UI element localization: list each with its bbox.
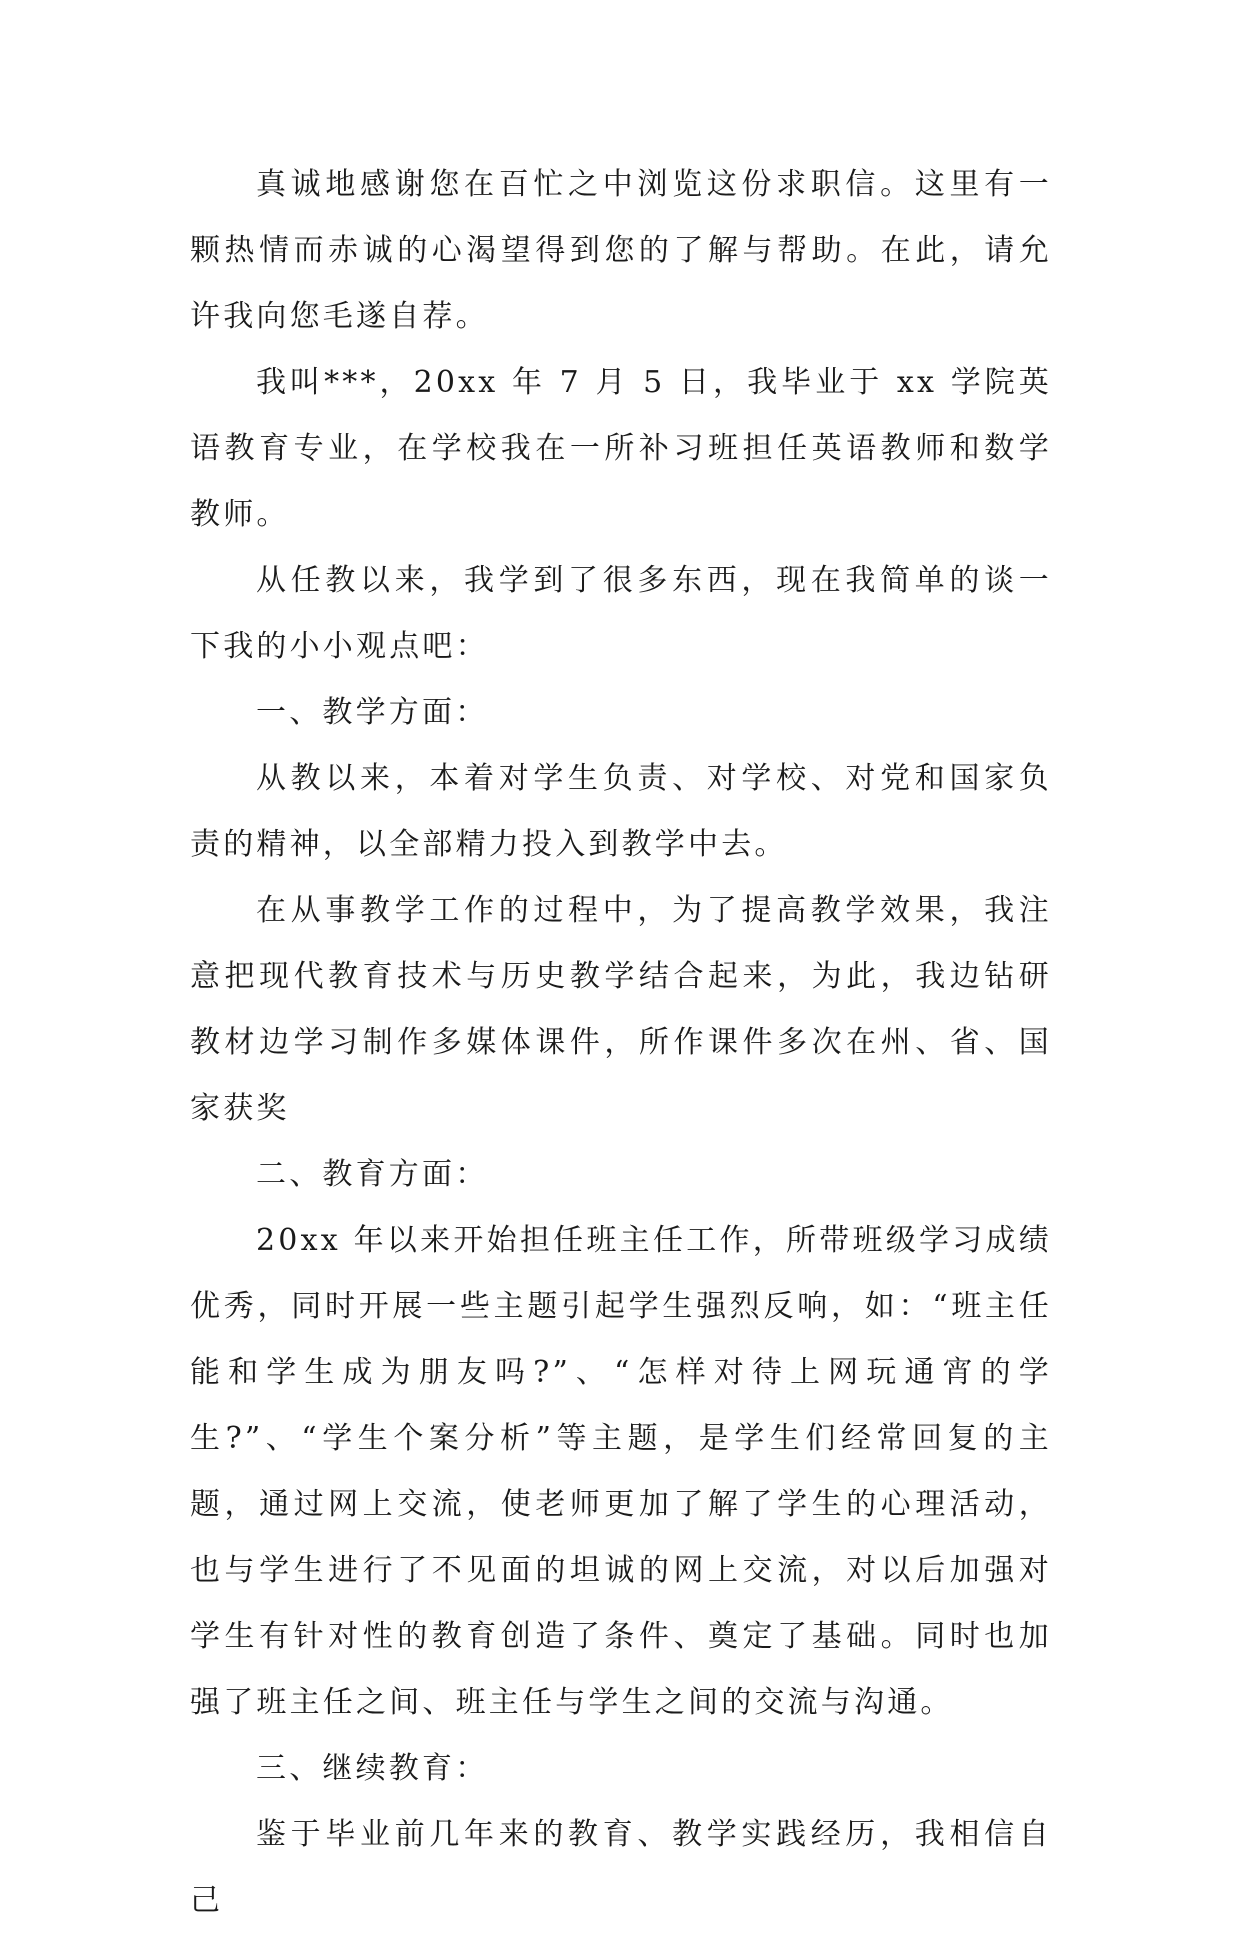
paragraph-teaching-attitude: 从教以来，本着对学生负责、对学校、对党和国家负责的精神，以全部精力投入到教学中去。 <box>190 761 1052 862</box>
paragraph-continuing-education: 鉴于毕业前几年来的教育、教学实践经历，我相信自己 <box>190 1817 1052 1918</box>
heading-education: 二、教育方面： <box>256 1157 489 1192</box>
paragraph-head-teacher: 20xx 年以来开始担任班主任工作，所带班级学习成绩优秀，同时开展一些主题引起学生强烈反响，如：“班主任能和学生成为朋友吗?”、“怎样对待上网玩通宵的学生?”、“学生个案分析”等主题，是学生们经常回复的主题，通过网上交流，使老师更加了解了学生的心理活动，也与学生进行了不见面的坦诚的网上交流，对以后加强对学生有针对性的教育创造了条件、奠定了基础。同时也加强了班主任之间、班主任与学生之间的交流与沟通。 <box>190 1223 1052 1720</box>
paragraph-since-teaching: 从任教以来，我学到了很多东西，现在我简单的谈一下我的小小观点吧： <box>190 563 1052 664</box>
paragraph-introduction: 我叫***，20xx 年 7 月 5 日，我毕业于 xx 学院英语教育专业，在学校我在一所补习班担任英语教师和数学教师。 <box>190 365 1052 532</box>
paragraph-greeting: 真诚地感谢您在百忙之中浏览这份求职信。这里有一颗热情而赤诚的心渴望得到您的了解与帮助。在此，请允许我向您毛遂自荐。 <box>190 167 1052 334</box>
paragraph-teaching-practice: 在从事教学工作的过程中，为了提高教学效果，我注意把现代教育技术与历史教学结合起来，为此，我边钻研教材边学习制作多媒体课件，所作课件多次在州、省、国家获奖 <box>190 893 1052 1126</box>
document-body <box>190 152 1052 1934</box>
heading-continuing-education: 三、继续教育： <box>256 1751 489 1786</box>
heading-teaching: 一、教学方面： <box>256 695 489 730</box>
